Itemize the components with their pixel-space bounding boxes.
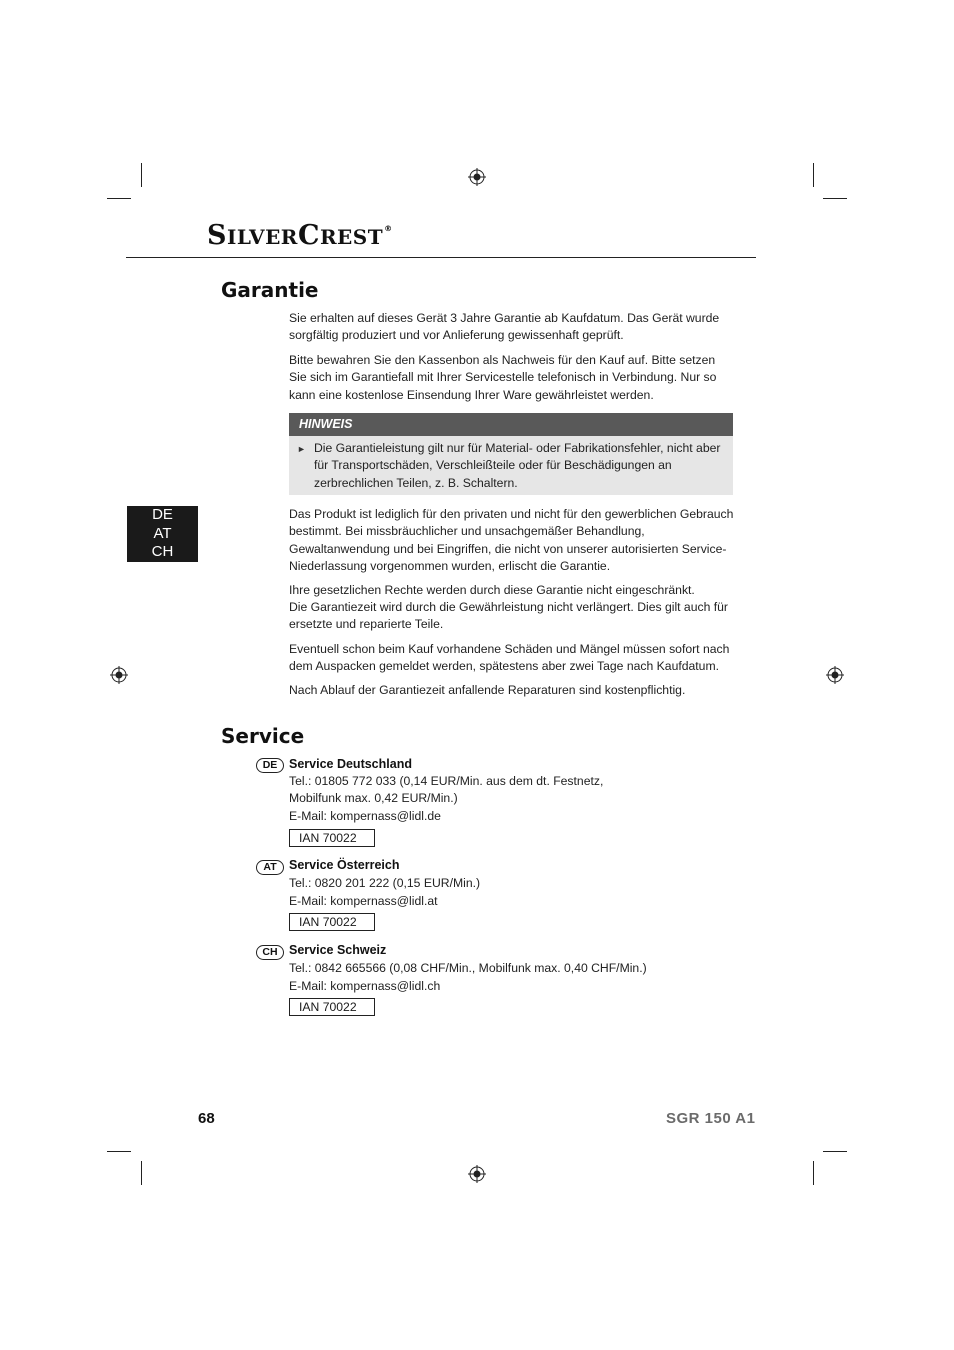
page-number: 68: [198, 1110, 215, 1127]
registration-mark-icon: [468, 168, 486, 186]
hinweis-text: Die Garantieleistung gilt nur für Material- oder Fabrikationsfehler, nicht aber für Transportschäden, Verschleißteile oder für Beschädigungen an zerbrechlichen Teilen, z. B. Schaltern.: [314, 441, 721, 490]
garantie-para-1: Sie erhalten auf dieses Gerät 3 Jahre Garantie ab Kaufdatum. Das Gerät wurde sorgfältig produziert und vor Anlieferung gewissenhaft geprüft.: [289, 311, 720, 343]
service-phone-de-mobile: Mobilfunk max. 0,42 EUR/Min.): [289, 791, 458, 805]
garantie-para-4b: Die Garantiezeit wird durch die Gewährleistung nicht verlängert. Dies gilt auch für ersetzte und reparierte Teile.: [289, 600, 728, 632]
garantie-heading: Garantie: [221, 278, 319, 302]
registration-mark-icon: [110, 666, 128, 684]
model-number: SGR 150 A1: [666, 1110, 756, 1127]
crop-mark: [813, 163, 814, 187]
crop-mark: [107, 1151, 131, 1152]
ian-box-ch: IAN 70022: [289, 998, 375, 1016]
crop-mark: [823, 1151, 847, 1152]
hinweis-box: [289, 413, 733, 495]
garantie-para-3: Das Produkt ist lediglich für den privaten und nicht für den gewerblichen Gebrauch bestimmt. Bei missbräuchlicher und unsachgemäßer Behandlung, Gewaltanwendung und bei Eingriffen, die nicht von unserer autorisierten Service-Niederlassung vorgenommen wurden, erlischt die Garantie.: [289, 507, 734, 573]
country-badge-ch: CH: [256, 945, 284, 960]
arrow-bullet-icon: ►: [297, 444, 306, 454]
lang-tab-at: AT: [153, 524, 172, 542]
silvercrest-logo: SILVERCREST®: [207, 220, 393, 251]
service-phone-ch: Tel.: 0842 665566 (0,08 CHF/Min., Mobilfunk max. 0,40 CHF/Min.): [289, 961, 647, 975]
lang-tab-de: DE: [152, 506, 173, 523]
service-phone-de: Tel.: 01805 772 033 (0,14 EUR/Min. aus dem dt. Festnetz,: [289, 774, 604, 788]
hinweis-heading: HINWEIS: [289, 413, 733, 436]
service-email-ch: E-Mail: kompernass@lidl.ch: [289, 979, 441, 993]
crop-mark: [141, 163, 142, 187]
registration-mark-icon: [468, 1165, 486, 1183]
service-heading: Service: [221, 724, 305, 748]
ian-box-at: IAN 70022: [289, 913, 375, 931]
service-email-de: E-Mail: kompernass@lidl.de: [289, 809, 441, 823]
garantie-para-6: Nach Ablauf der Garantiezeit anfallende Reparaturen sind kostenpflichtig.: [289, 683, 686, 697]
service-email-at: E-Mail: kompernass@lidl.at: [289, 894, 438, 908]
ian-box-de: IAN 70022: [289, 829, 375, 847]
service-title-at: Service Österreich: [289, 858, 400, 872]
country-badge-at: AT: [256, 860, 284, 875]
crop-mark: [813, 1161, 814, 1185]
crop-mark: [823, 198, 847, 199]
service-title-ch: Service Schweiz: [289, 943, 387, 957]
service-title-de: Service Deutschland: [289, 757, 412, 771]
registration-mark-icon: [826, 666, 844, 684]
header-rule: [126, 257, 756, 258]
crop-mark: [107, 198, 131, 199]
lang-tab-ch: CH: [151, 543, 174, 560]
crop-mark: [141, 1161, 142, 1185]
country-badge-de: DE: [256, 758, 284, 773]
service-phone-at: Tel.: 0820 201 222 (0,15 EUR/Min.): [289, 876, 481, 890]
garantie-para-2: Bitte bewahren Sie den Kassenbon als Nachweis für den Kauf auf. Bitte setzen Sie sich im Garantiefall mit Ihrer Servicestelle telefonisch in Verbindung. Nur so kann eine kostenlose Einsendung Ihrer Ware gewährleistet werden.: [289, 353, 717, 402]
language-tab: [127, 506, 198, 562]
garantie-para-4a: Ihre gesetzlichen Rechte werden durch diese Garantie nicht eingeschränkt.: [289, 583, 695, 597]
garantie-para-5: Eventuell schon beim Kauf vorhandene Schäden und Mängel müssen sofort nach dem Auspacken gemeldet werden, spätestens aber zwei Tage nach Kaufdatum.: [289, 642, 730, 674]
